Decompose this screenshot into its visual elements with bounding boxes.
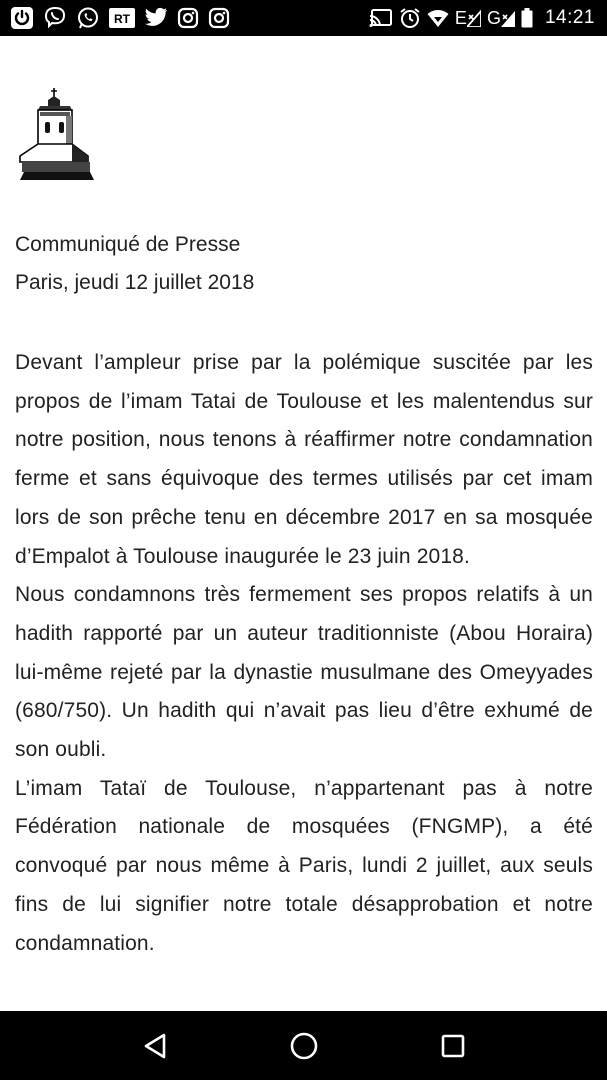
mosque-logo <box>16 86 98 186</box>
network-type-label: G <box>486 7 501 28</box>
press-release-date: Paris, jeudi 12 juillet 2018 <box>15 271 255 294</box>
back-button[interactable] <box>135 1026 175 1066</box>
paragraph: Devant l’ampleur prise par la polémique suscitée par les propos de l’imam Tatai de Toulouse et les malentendus sur notre position, nous tenons à réaffirmer notre condamnation ferme et sans équivoque des termes utilisés par cet imam lors de son prêche tenu en décembre 2017 en sa mosquée d’Empalot à Toulouse inaugurée le 23 juin 2018. <box>15 351 593 568</box>
recents-icon <box>440 1033 466 1059</box>
document-view[interactable] <box>0 36 607 1011</box>
whatsapp-icon <box>76 6 100 30</box>
signal-icon <box>501 9 515 27</box>
network-type-label: E <box>454 7 467 28</box>
system-icons <box>369 7 595 29</box>
home-icon <box>289 1031 319 1061</box>
home-button[interactable] <box>284 1026 324 1066</box>
cast-icon <box>369 8 393 28</box>
svg-text:RT: RT <box>114 12 130 26</box>
clock: 14:21 <box>544 7 595 28</box>
press-release-title: Communiqué de Presse <box>15 233 241 256</box>
viber-icon <box>43 6 67 30</box>
notification-icons <box>10 6 239 30</box>
instagram-icon <box>208 7 230 29</box>
navigation-bar <box>0 1011 607 1080</box>
battery-icon <box>521 8 533 28</box>
paragraph: L’imam Tataï de Toulouse, n’appartenant pas à notre Fédération nationale de mosquées (FNGMP), a été convoqué par nous même à Paris, lundi 2 juillet, aux seuls fins de lui signifier notre totale désapprobation et notre condamnation. <box>15 776 593 955</box>
press-release-body <box>15 344 593 963</box>
wifi-icon <box>427 8 449 28</box>
twitter-icon <box>144 7 168 29</box>
rt-news-icon <box>109 7 135 29</box>
back-icon <box>142 1032 168 1060</box>
recents-button[interactable] <box>433 1026 473 1066</box>
paragraph: Nous condamnons très fermement ses propos relatifs à un hadith rapporté par un auteur traditionniste (Abou Horaira) lui-même rejeté par la dynastie musulmane des Omeyyades (680/750). Un hadith qui n’avait pas lieu d’être exhumé de son oubli. <box>15 583 593 762</box>
press-header <box>15 226 595 302</box>
power-icon <box>10 6 34 30</box>
status-bar <box>0 0 607 36</box>
alarm-icon <box>399 7 421 29</box>
instagram-icon <box>177 7 199 29</box>
signal-icon <box>467 9 481 27</box>
